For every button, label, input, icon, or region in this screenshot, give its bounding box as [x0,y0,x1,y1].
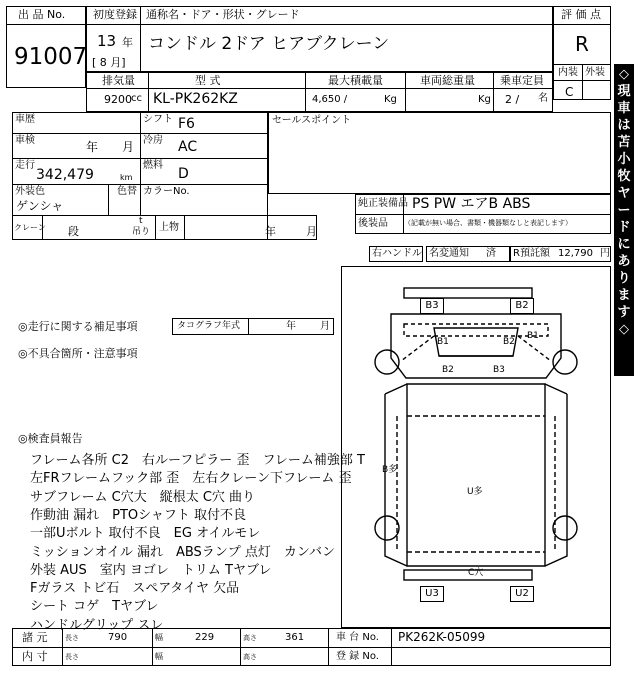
report-line: フレーム各所 C2 右ルーフピラー 歪 フレーム補強部 T [30,453,365,468]
damage-tag-b2-front-right: B2 [510,298,534,314]
inner-height-label: 高さ [243,653,257,661]
inner-length-label: 長さ [65,653,79,661]
displacement-value: 9200 [104,93,132,106]
defects-title: ◎不具合箇所・注意事項 [18,347,138,360]
handle-value: 右ハンドル [372,248,422,259]
exterior-label: 外装 [585,67,605,78]
damage-tag-c-bottom: C穴 [468,568,484,578]
damage-tag-b2-left-door: B2 [442,365,454,375]
damage-tag-b3-right-door: B3 [493,365,505,375]
banner-char: は [617,118,631,133]
banner-char: ド [617,220,631,235]
damage-tag-u3-rear-left: U3 [420,586,444,602]
ownership-label: 名変通知 [429,248,469,259]
first-reg-year-unit: 年 [122,36,133,49]
damage-tag-b2-cab-right: B2 [503,337,515,347]
shift-label: シフト [143,114,173,125]
banner-char: す [617,305,631,320]
report-line: 作動油 漏れ PTOシャフト 取付不良 [30,507,247,523]
tachograph-label: タコグラフ年式 [177,321,241,331]
tachograph-year-unit: 年 [286,321,296,332]
banner-char: ◇ [619,322,629,337]
banner-char: 牧 [617,169,631,184]
first-reg-month: [ 8 月] [92,56,126,69]
ac-label: 冷房 [143,135,163,146]
fuel-value: D [178,166,189,182]
recycle-label: 済 [486,248,496,259]
inner-width-label: 幅 [155,652,163,661]
ac-value: AC [178,139,198,155]
model-label: 型 式 [195,74,221,87]
exterior-color-label: 外装色 [15,186,45,197]
report-line: ミッションオイル 漏れ ABSランプ 点灯 カンバン [30,544,336,560]
mileage-value: 342,479 [36,167,94,183]
rear-left-wheel-shape [375,516,399,540]
damage-tag-u-center: U多 [467,487,483,497]
history-label: 車歴 [15,114,35,125]
damage-tag-b1-right: B1 [527,331,539,341]
equipment-label: 純正装備品 [358,198,408,209]
equipment-value: PS PW エアB ABS [412,196,531,212]
recycle-value: 12,790 [558,248,593,259]
length-label: 長さ [65,634,79,642]
gross-weight-unit: Kg [478,94,491,105]
interior-grade: C [565,85,574,99]
banner-char: ヤ [617,186,631,201]
banner-char: ◇ [619,67,629,82]
aftermarket-note: （記載が無い場合、書類・機器類なしと表記します） [404,219,572,227]
max-load-label: 最大積載量 [328,74,383,87]
report-line: サブフレーム C穴大 縦根太 C穴 曲り [30,489,256,505]
color-code-label: 色替 [117,186,137,197]
gross-weight-label: 車両総重量 [420,74,475,87]
front-right-wheel-shape [553,350,577,374]
max-load-unit: Kg [384,94,397,105]
banner-char: 車 [617,101,631,116]
upper-year-unit: 年 [265,225,276,238]
banner-char: ー [617,203,631,218]
report-line: 左FRフレームフック部 歪 左右クレーン下フレーム 歪 [30,471,352,487]
damage-tag-b3-front-left: B3 [420,298,444,314]
crane-label: クレーン [14,223,46,232]
lot-label: 出 品 No. [18,8,66,21]
width-value: 229 [195,632,215,643]
inspector-title: ◎検査員報告 [18,432,83,445]
title-label: 通称名・ドア・形状・グレード [146,8,300,21]
first-reg-year: 13 [97,32,117,50]
capacity-value: 2 / [505,93,520,106]
lot-number: 91007 [14,44,88,70]
chassis-label: 車 台 No. [336,632,379,643]
front-bumper-shape [404,288,532,298]
report-line: 一部Uボルト 取付不良 EG オイルモレ [30,526,261,542]
banner-char: 現 [617,84,631,99]
inspection-label: 車検 [15,135,35,146]
sales-point-label: セールスポイント [272,115,352,126]
dims-label: 諸 元 [22,631,48,644]
height-label: 高さ [243,634,257,642]
color-no-label: カラーNo. [143,186,190,197]
recycle-sublabel: R預託額 [513,248,550,259]
front-left-wheel-shape [375,350,399,374]
mileage-unit: km [120,173,133,182]
rear-right-wheel-shape [553,516,577,540]
driving-notes-title: ◎走行に関する補足事項 [18,320,138,333]
score-label: 評 価 点 [561,8,601,21]
recycle-unit: 円 [600,248,610,259]
fuel-label: 燃料 [143,160,163,171]
shift-value: F6 [178,116,195,132]
first-reg-label: 初度登録 [93,8,137,21]
report-line: ハンドルグリップ スレ [30,617,164,633]
tachograph-month-unit: 月 [320,321,330,332]
upper-label: 上物 [159,222,179,233]
damage-tag-u2-rear-right: U2 [510,586,534,602]
banner-char: 苫 [617,135,631,150]
height-value: 361 [285,632,305,643]
interior-label: 内装 [558,67,578,78]
score-value: R [575,32,589,56]
capacity-label: 乗車定員 [500,74,544,87]
inner-dims-label: 内 寸 [22,650,48,663]
inspection-month-unit: 月 [122,140,135,154]
exterior-color-value: ゲンシャ [16,199,64,213]
damage-tag-b-side: B多 [382,465,398,475]
crane-stage-unit: 段 [68,225,79,238]
displacement-label: 排気量 [102,74,135,87]
banner-char: ま [617,288,631,303]
crane-ton-top: t [139,216,143,226]
width-label: 幅 [155,633,163,642]
report-line: シート コゲ Tヤブレ [30,599,159,615]
mileage-label: 走行 [15,160,35,171]
inspection-year-unit: 年 [86,140,99,154]
chassis-value: PK262K-05099 [398,630,486,644]
banner-char: に [617,237,631,252]
aftermarket-label: 後装品 [358,218,388,229]
banner-char: あ [617,254,631,269]
displacement-unit: cc [131,93,142,104]
damage-tag-b1-cab-left: B1 [437,337,449,347]
length-value: 790 [108,632,128,643]
banner-char: 小 [617,152,631,167]
upper-month-unit: 月 [306,225,317,238]
registration-label: 登 録 No. [336,651,379,662]
capacity-unit: 名 [538,93,548,104]
banner-char: り [617,271,631,286]
model-value: KL-PK262KZ [153,91,238,107]
yard-location-banner [614,64,634,376]
report-line: Fガラス トビ石 スペアタイヤ 欠品 [30,581,240,597]
cargo-bed-outline [407,384,545,566]
car-name: コンドル 2ドア ヒアブクレーン [148,34,390,54]
crane-ton-bottom: 吊り [132,227,151,237]
report-line: 外装 AUS 室内 ヨゴレ トリム Tヤブレ [30,562,272,578]
max-load-value: 4,650 / [312,94,348,105]
